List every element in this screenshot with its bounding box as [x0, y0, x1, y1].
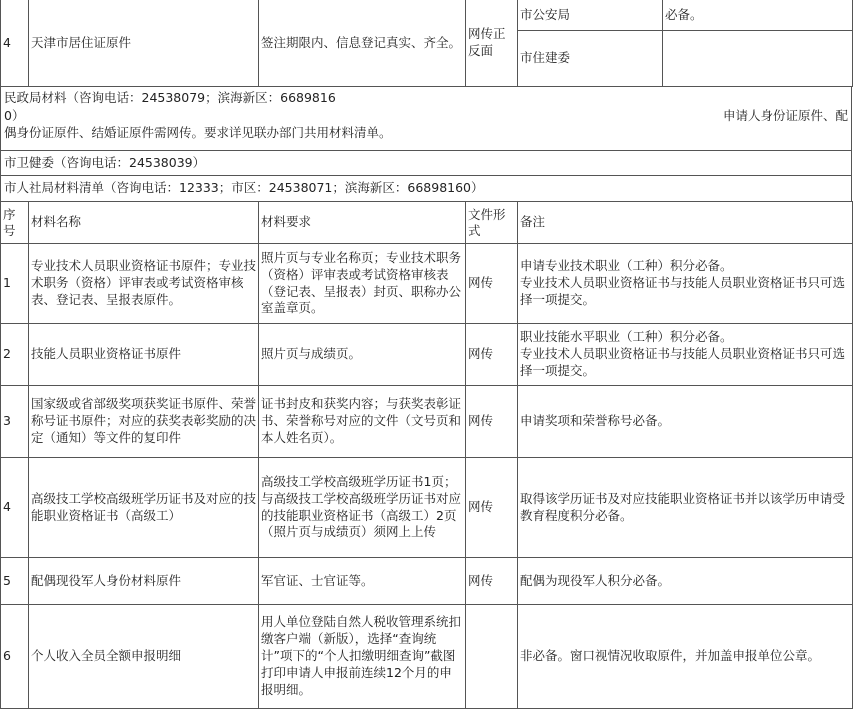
row-number: 6 [1, 605, 29, 709]
material-name: 高级技工学校高级班学历证书及对应的技能职业资格证书（高级工） [29, 458, 259, 558]
remark-cell [518, 386, 853, 458]
row-number: 5 [1, 558, 29, 605]
remark-line: 专业技术人员职业资格证书与技能人员职业资格证书只可选择一项提交。 [520, 346, 846, 378]
material-requirement: 高级技工学校高级班学历证书1页；与高级技工学校高级班学历证书对应的技能职业资格证书（高级工）2页（照片页与成绩页）须网上上传 [259, 458, 466, 558]
remark-cell [518, 605, 853, 709]
hrss-materials-table [0, 201, 853, 709]
row-number: 1 [1, 244, 29, 324]
table-header-row [1, 202, 853, 244]
file-type: 网传 [466, 324, 518, 386]
material-name: 专业技术人员职业资格证书原件；专业技术职务（资格）评审表或考试资格审核表、登记表、呈报表原件。 [29, 244, 259, 324]
table-row [1, 605, 853, 709]
hrss-title-text: 市人社局材料清单（咨询电话：12333；市区：24538071；滨海新区：66898160） [4, 180, 484, 195]
civil-affairs-line2: 0） [4, 107, 25, 123]
department-cell: 市公安局 [518, 0, 663, 31]
material-requirement: 军官证、士官证等。 [259, 558, 466, 605]
material-name: 技能人员职业资格证书原件 [29, 324, 259, 386]
header-number: 序号 [1, 202, 29, 244]
health-commission-row [0, 151, 852, 176]
header-remark: 备注 [518, 202, 853, 244]
material-requirement: 照片页与成绩页。 [259, 324, 466, 386]
remark-cell [663, 31, 853, 87]
table-row [1, 324, 853, 386]
health-commission-text: 市卫健委（咨询电话：24538039） [4, 155, 206, 170]
remark-cell [518, 458, 853, 558]
row-number: 2 [1, 324, 29, 386]
material-requirement: 照片页与专业名称页；专业技术职务（资格）评审表或考试资格审核表（登记表、呈报表）封页、职称办公室盖章页。 [259, 244, 466, 324]
table-row [1, 558, 853, 605]
table-row [1, 458, 853, 558]
remark-cell: 必备。 [663, 0, 853, 31]
remark-line: 配偶为现役军人积分必备。 [520, 572, 671, 588]
file-type: 网传 [466, 244, 518, 324]
table-row [1, 244, 853, 324]
header-requirement: 材料要求 [259, 202, 466, 244]
material-name: 天津市居住证原件 [29, 0, 259, 87]
file-type [466, 605, 518, 709]
civil-affairs-right-text: 申请人身份证原件、配 [722, 107, 848, 123]
row-number: 4 [1, 0, 29, 87]
civil-affairs-line3: 偶身份证原件、结婚证原件需网传。要求详见联办部门共用材料清单。 [4, 125, 392, 140]
material-requirement: 用人单位登陆自然人税收管理系统扣缴客户端（新版），选择“查询统计”项下的“个人扣缴明细查询”截图打印申请人申报前连续12个月的申报明细。 [259, 605, 466, 709]
material-requirement: 签注期限内、信息登记真实、齐全。 [259, 0, 466, 87]
material-name: 配偶现役军人身份材料原件 [29, 558, 259, 605]
file-type: 网传 [466, 386, 518, 458]
row-number: 4 [1, 458, 29, 558]
row-number: 3 [1, 386, 29, 458]
file-type: 网传 [466, 458, 518, 558]
top-materials-table [0, 0, 853, 87]
remark-cell [518, 324, 853, 386]
civil-affairs-line1: 民政局材料（咨询电话：24538079；滨海新区：6689816 [4, 90, 336, 105]
header-name: 材料名称 [29, 202, 259, 244]
remark-line: 非必备。窗口视情况收取原件，并加盖申报单位公章。 [520, 648, 821, 664]
file-type: 网传 [466, 558, 518, 605]
material-name: 个人收入全员全额申报明细 [29, 605, 259, 709]
remark-line: 专业技术人员职业资格证书与技能人员职业资格证书只可选择一项提交。 [520, 275, 846, 307]
file-type: 网传正反面 [466, 0, 518, 87]
remark-cell [518, 244, 853, 324]
remark-line: 申请奖项和荣誉称号必备。 [520, 413, 671, 429]
material-requirement: 证书封皮和获奖内容；与获奖表彰证书、荣誉称号对应的文件（文号页和本人姓名页）。 [259, 386, 466, 458]
hrss-title-row [0, 176, 852, 202]
remark-line: 职业技能水平职业（工种）积分必备。 [520, 329, 733, 345]
table-row [1, 386, 853, 458]
header-file-type: 文件形式 [466, 202, 518, 244]
department-cell: 市住建委 [518, 31, 663, 87]
civil-affairs-line2-wrap [4, 107, 848, 125]
civil-affairs-section [0, 87, 852, 151]
material-name: 国家级或省部级奖项获奖证书原件、荣誉称号证书原件；对应的获奖表彰奖励的决定（通知）等文件的复印件 [29, 386, 259, 458]
remark-line: 取得该学历证书及对应技能职业资格证书并以该学历申请受教育程度积分必备。 [520, 490, 846, 523]
remark-line: 申请专业技术职业（工种）积分必备。 [520, 258, 733, 274]
remark-cell [518, 558, 853, 605]
